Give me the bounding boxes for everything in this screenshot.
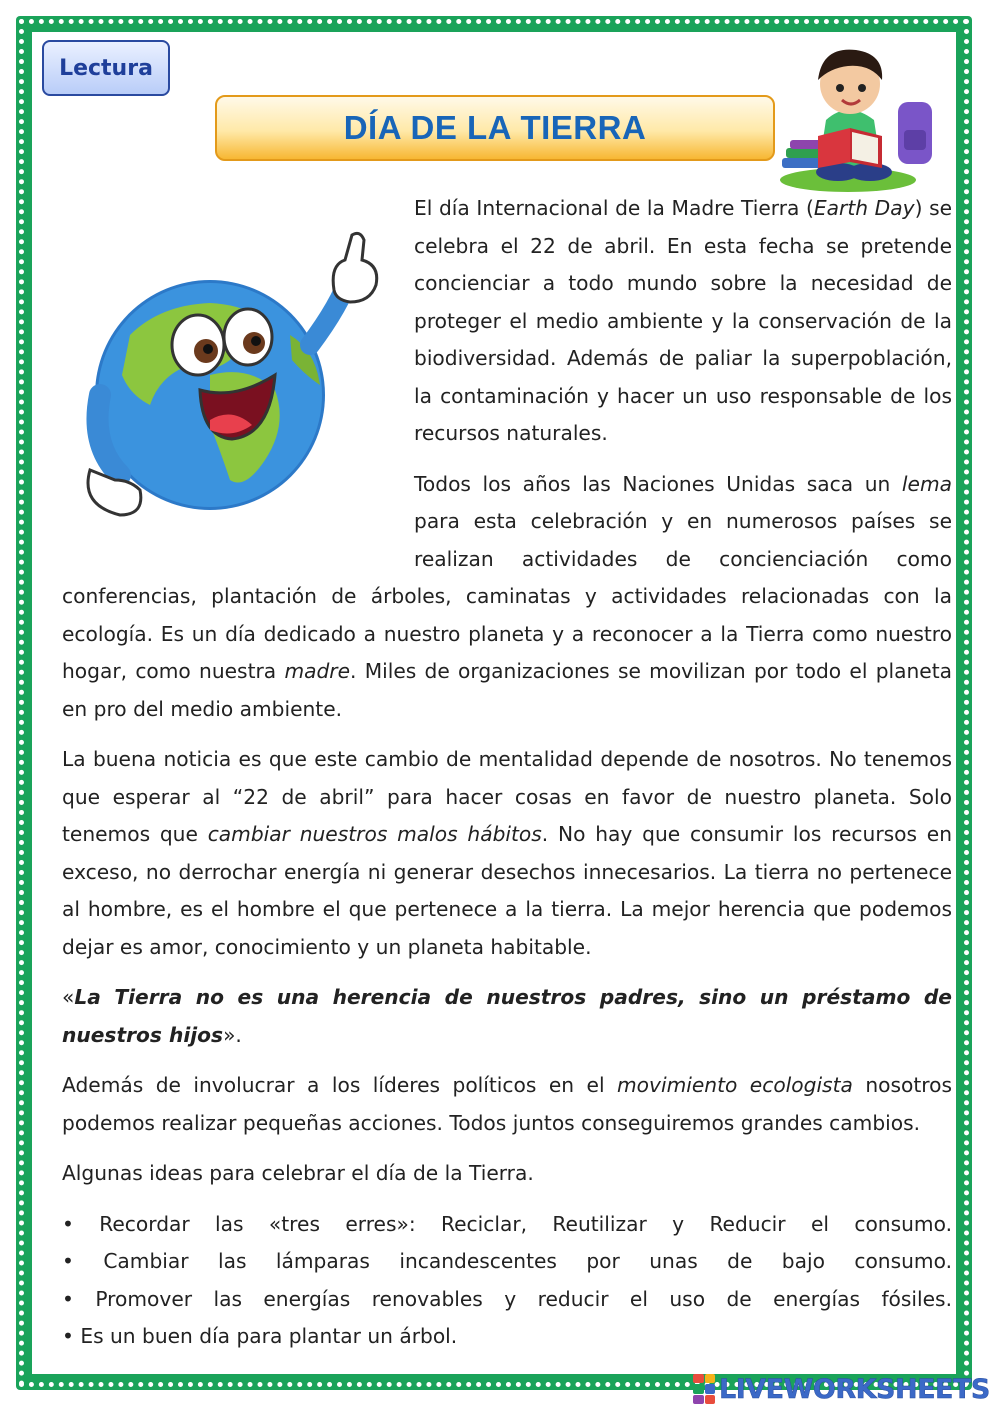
title-banner [215, 95, 775, 161]
image-wrap-space [62, 190, 414, 548]
list-item: • Promover las energías renovables y reducir el uso de energías fósiles. [62, 1286, 952, 1311]
lectura-badge [42, 40, 170, 96]
liveworksheets-watermark [693, 1372, 990, 1406]
boy-reading-illustration [778, 40, 938, 195]
list-item: • Recordar las «tres erres»: Reciclar, Reutilizar y Reducir el consumo. [62, 1211, 952, 1236]
quote: «La Tierra no es una herencia de nuestros padres, sino un préstamo de nuestros hijos». [62, 985, 952, 1047]
ideas-list [62, 1206, 952, 1356]
paragraph-buena-noticia: La buena noticia es que este cambio de mentalidad depende de nosotros. No tenemos que esperar al “22 de abril” para hacer cosas en favor de nuestro planeta. Solo tenemos que cambiar nuestros malos hábitos. No hay que consumir los recursos en exceso, no derrochar energía ni generar desechos innecesarios. La tierra no pertenece al hombre, es el hombre el que pertenece a la tierra. La mejor herencia que podemos dejar es amor, conocimiento y un planeta habitable. [62, 747, 953, 959]
list-item: • Cambiar las lámparas incandescentes por unas de bajo consumo. [62, 1249, 952, 1273]
lectura-badge-label: Lectura [59, 55, 153, 81]
book-icon [818, 128, 850, 168]
list-item: • Es un buen día para plantar un árbol. [62, 1324, 458, 1348]
paragraph-acciones: Además de involucrar a los líderes políticos en el movimiento ecologista nosotros podemos realizar pequeñas acciones. Todos juntos conseguiremos grandes cambios. [62, 1073, 952, 1135]
liveworksheets-logo-icon [693, 1374, 715, 1404]
paragraph-naciones-unidas: Todos los años las Naciones Unidas saca un lema para esta celebración y en numerosos países se realizan actividades de concienciación como conferencias, plantación de árboles, caminatas y actividades relacionadas con la ecología. Es un día dedicado a nuestro planeta y a reconocer a la Tierra como nuestro hogar, como nuestra madre. Miles de organizaciones se movilizan por todo el planeta en pro del medio ambiente. [62, 471, 952, 721]
reading-text [62, 190, 952, 1356]
page-title: DÍA DE LA TIERRA [343, 109, 647, 146]
watermark-text: LIVEWORKSHEETS [719, 1373, 990, 1405]
paragraph-intro: El día Internacional de la Madre Tierra (Earth Day) se celebra el 22 de abril. En esta fecha se pretende concienciar a todo mundo sobre la necesidad de proteger el medio ambiente y la conservación de la biodiversidad. Además de paliar la superpoblación, la contaminación y hacer un uso responsable de los recursos naturales. [414, 196, 953, 445]
paragraph-ideas-intro: Algunas ideas para celebrar el día de la Tierra. [62, 1161, 534, 1185]
